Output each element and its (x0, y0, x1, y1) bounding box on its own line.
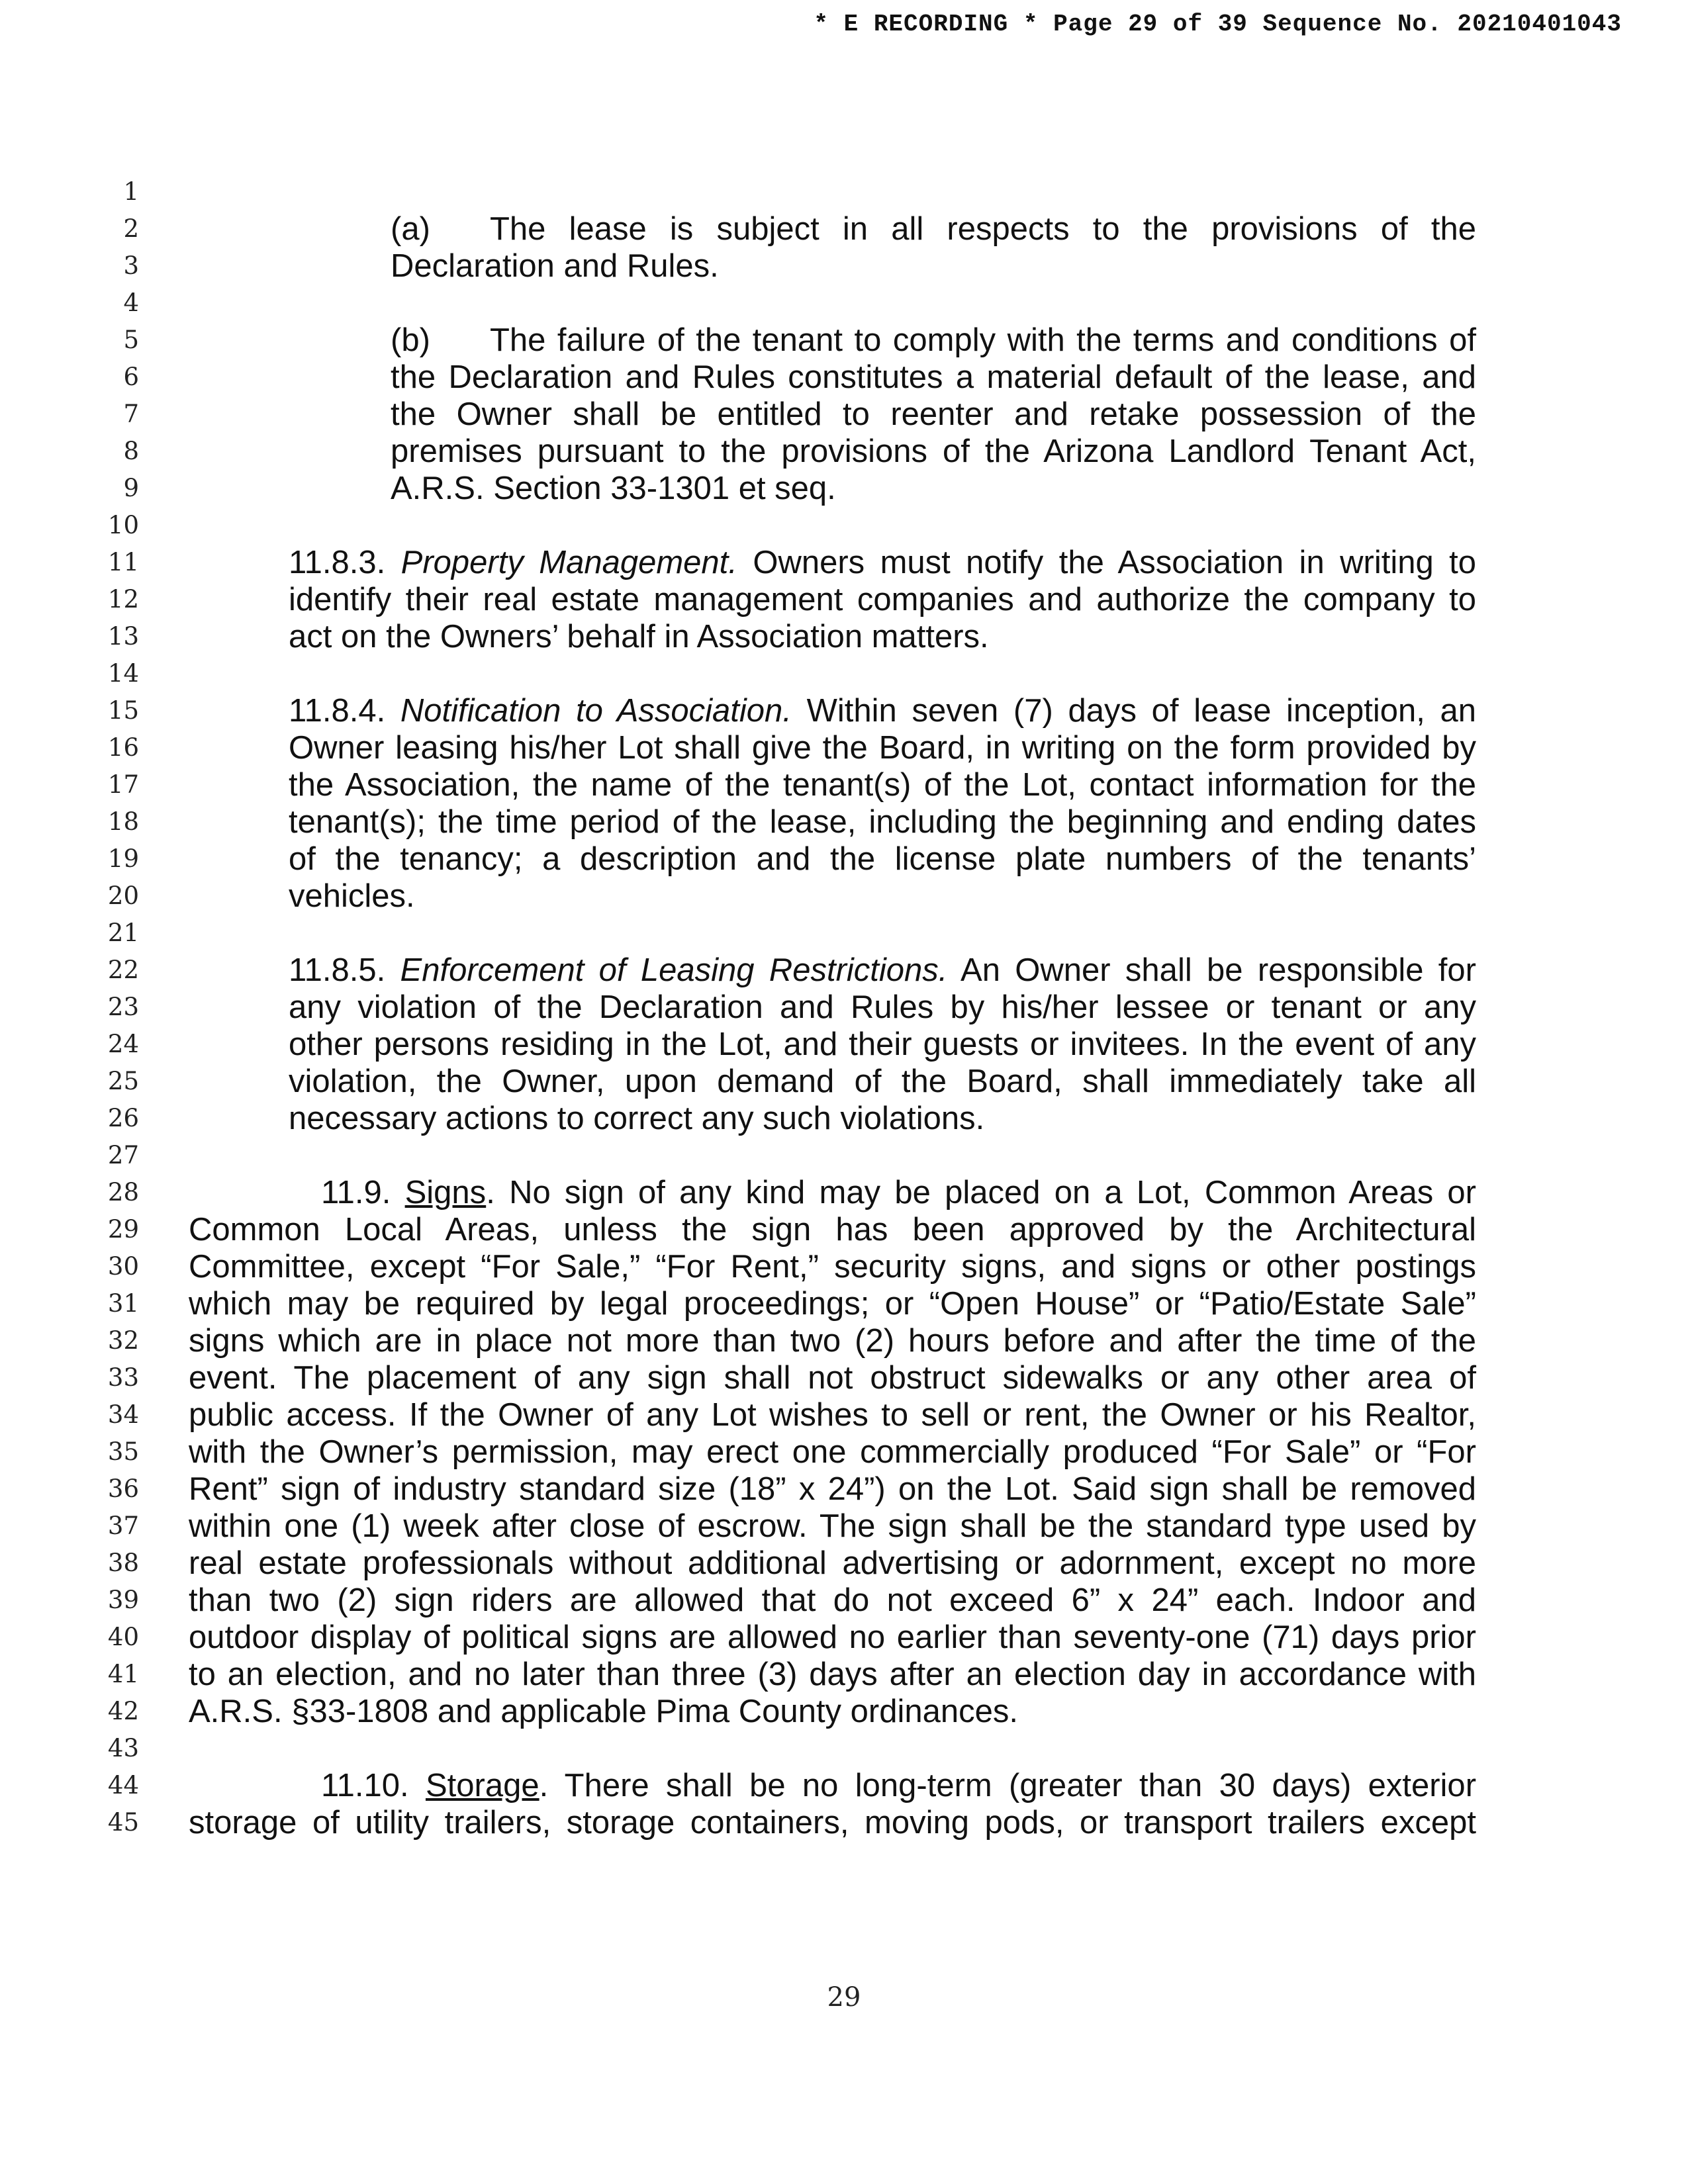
section-11-8-4-line-5: of the tenancy; a description and the license plate numbers of the tenants’ (289, 841, 1476, 877)
section-11-8-5-line-4: violation, the Owner, upon demand of the Board, shall immediately take all (289, 1064, 1476, 1099)
line-number: 41 (107, 1660, 139, 1688)
section-11-8-5-line-2: any violation of the Declaration and Rules by his/her lessee or tenant or any (289, 989, 1476, 1025)
line-number: 21 (107, 919, 139, 947)
section-text: Within seven (7) days of lease inception, an (806, 693, 1477, 729)
section-11-8-5-line-1 (289, 952, 1476, 989)
line-number: 36 (107, 1475, 139, 1503)
section-number: 11.10. (321, 1768, 409, 1803)
section-number: 11.8.5. (289, 952, 386, 988)
section-11-8-5-line-5: necessary actions to correct any such violations. (289, 1101, 985, 1136)
line-number: 37 (107, 1512, 139, 1540)
line-number: 17 (107, 770, 139, 799)
line-number: 3 (123, 251, 139, 280)
line-number: 29 (107, 1215, 139, 1244)
section-title: Storage (425, 1768, 539, 1803)
section-11-8-5-line-3: other persons residing in the Lot, and their guests or invitees. In the event of any (289, 1026, 1476, 1062)
section-11-9-line-12: than two (2) sign riders are allowed that do not exceed 6” x 24” each. Indoor and (189, 1582, 1476, 1618)
line-number: 4 (123, 289, 139, 317)
line-number: 45 (107, 1808, 139, 1837)
section-11-8-4-line-4: tenant(s); the time period of the lease, including the beginning and ending dates (289, 804, 1476, 840)
line-number: 40 (107, 1623, 139, 1651)
para-b-line-4: premises pursuant to the provisions of the Arizona Landlord Tenant Act, (391, 433, 1476, 469)
line-number: 19 (107, 844, 139, 873)
line-number: 44 (107, 1771, 139, 1799)
para-a-line-1 (391, 210, 1476, 248)
section-11-9-line-6: event. The placement of any sign shall not obstruct sidewalks or any other area of (189, 1360, 1476, 1396)
page-number: 29 (827, 1982, 861, 2013)
section-11-8-4-line-6: vehicles. (289, 878, 415, 914)
section-number: 11.8.3. (289, 545, 386, 580)
section-11-8-3-line-1 (289, 544, 1476, 581)
line-number: 12 (107, 585, 139, 614)
line-number: 23 (107, 993, 139, 1021)
line-number: 34 (107, 1400, 139, 1429)
para-a-line-2: Declaration and Rules. (391, 248, 719, 284)
section-number: 11.8.4. (289, 693, 386, 729)
section-11-9-line-3: Committee, except “For Sale,” “For Rent,” security signs, and signs or other postings (189, 1249, 1476, 1285)
line-number: 38 (107, 1549, 139, 1577)
line-number: 22 (107, 956, 139, 984)
section-11-9-line-14: to an election, and no later than three (3) days after an election day in accordance with (189, 1657, 1476, 1692)
para-b-line-2: the Declaration and Rules constitutes a material default of the lease, and (391, 359, 1476, 395)
line-number: 43 (107, 1734, 139, 1762)
line-number: 8 (123, 437, 139, 465)
section-11-9-line-7: public access. If the Owner of any Lot wishes to sell or rent, the Owner or his Realtor, (189, 1397, 1476, 1433)
line-number: 32 (107, 1326, 139, 1355)
line-number: 9 (123, 474, 139, 502)
para-b-line-5: A.R.S. Section 33-1301 et seq. (391, 471, 836, 506)
section-number: 11.9. (321, 1175, 391, 1210)
line-number: 20 (107, 882, 139, 910)
para-b-label: (b) (391, 322, 430, 358)
section-11-8-4-line-1 (289, 692, 1476, 729)
section-11-10-line-2: storage of utility trailers, storage containers, moving pods, or transport trailers except (189, 1805, 1476, 1841)
section-title-period: . (539, 1768, 549, 1803)
line-number: 15 (107, 696, 139, 725)
line-number: 26 (107, 1104, 139, 1132)
line-number: 24 (107, 1030, 139, 1058)
section-title: Enforcement of Leasing Restrictions. (400, 952, 948, 988)
section-11-9-line-1 (189, 1174, 1476, 1211)
section-11-9-line-11: real estate professionals without additional advertising or adornment, except no more (189, 1545, 1476, 1581)
para-b-line-1 (391, 322, 1476, 359)
para-a-text: The lease is subject in all respects to the provisions of the (490, 211, 1476, 247)
section-title-period: . (486, 1175, 495, 1210)
section-11-8-3-line-3: act on the Owners’ behalf in Association matters. (289, 619, 989, 655)
line-number: 14 (107, 659, 139, 688)
line-number: 1 (123, 177, 139, 206)
line-number: 10 (107, 511, 139, 539)
line-number: 35 (107, 1437, 139, 1466)
line-number: 39 (107, 1586, 139, 1614)
line-number: 6 (123, 363, 139, 391)
line-number: 13 (107, 622, 139, 651)
line-number: 5 (123, 326, 139, 354)
section-11-9-line-15: A.R.S. §33-1808 and applicable Pima County ordinances. (189, 1694, 1018, 1729)
section-11-8-4-line-2: Owner leasing his/her Lot shall give the Board, in writing on the form provided by (289, 730, 1476, 766)
section-11-9-line-4: which may be required by legal proceedings; or “Open House” or “Patio/Estate Sale” (189, 1286, 1476, 1322)
line-number: 11 (107, 548, 139, 576)
section-11-9-line-9: Rent” sign of industry standard size (18” x 24”) on the Lot. Said sign shall be removed (189, 1471, 1476, 1507)
section-11-8-4-line-3: the Association, the name of the tenant(s) of the Lot, contact information for the (289, 767, 1476, 803)
section-text: Owners must notify the Association in writing to (753, 545, 1477, 580)
line-number: 42 (107, 1697, 139, 1725)
para-b-text: The failure of the tenant to comply with the terms and conditions of (490, 322, 1476, 358)
line-number: 31 (107, 1289, 139, 1318)
line-number: 2 (123, 214, 139, 243)
section-text: No sign of any kind may be placed on a Lot, Common Areas or (509, 1175, 1477, 1210)
section-11-9-line-10: within one (1) week after close of escrow. The sign shall be the standard type used by (189, 1508, 1476, 1544)
section-title: Property Management. (400, 545, 737, 580)
section-11-10-line-1 (189, 1767, 1476, 1804)
section-title: Signs (404, 1175, 487, 1210)
para-b-line-3: the Owner shall be entitled to reenter and retake possession of the (391, 396, 1476, 432)
section-text: An Owner shall be responsible for (961, 952, 1476, 988)
section-11-8-3-line-2: identify their real estate management companies and authorize the company to (289, 582, 1476, 617)
line-number: 27 (107, 1141, 139, 1169)
line-number: 28 (107, 1178, 139, 1206)
line-number: 7 (123, 400, 139, 428)
recording-header: * E RECORDING * Page 29 of 39 Sequence No. 20210401043 (814, 11, 1622, 38)
line-number: 33 (107, 1363, 139, 1392)
section-11-9-line-8: with the Owner’s permission, may erect one commercially produced “For Sale” or “For (189, 1434, 1476, 1470)
section-11-9-line-13: outdoor display of political signs are allowed no earlier than seventy-one (71) days prior (189, 1619, 1476, 1655)
section-title: Notification to Association. (400, 693, 792, 729)
section-text: There shall be no long-term (greater than 30 days) exterior (564, 1768, 1477, 1803)
line-number: 16 (107, 733, 139, 762)
para-a-label: (a) (391, 211, 430, 247)
line-number: 25 (107, 1067, 139, 1095)
section-11-9-line-2: Common Local Areas, unless the sign has been approved by the Architectural (189, 1212, 1476, 1248)
line-number: 18 (107, 807, 139, 836)
line-number: 30 (107, 1252, 139, 1281)
section-11-9-line-5: signs which are in place not more than two (2) hours before and after the time of the (189, 1323, 1476, 1359)
